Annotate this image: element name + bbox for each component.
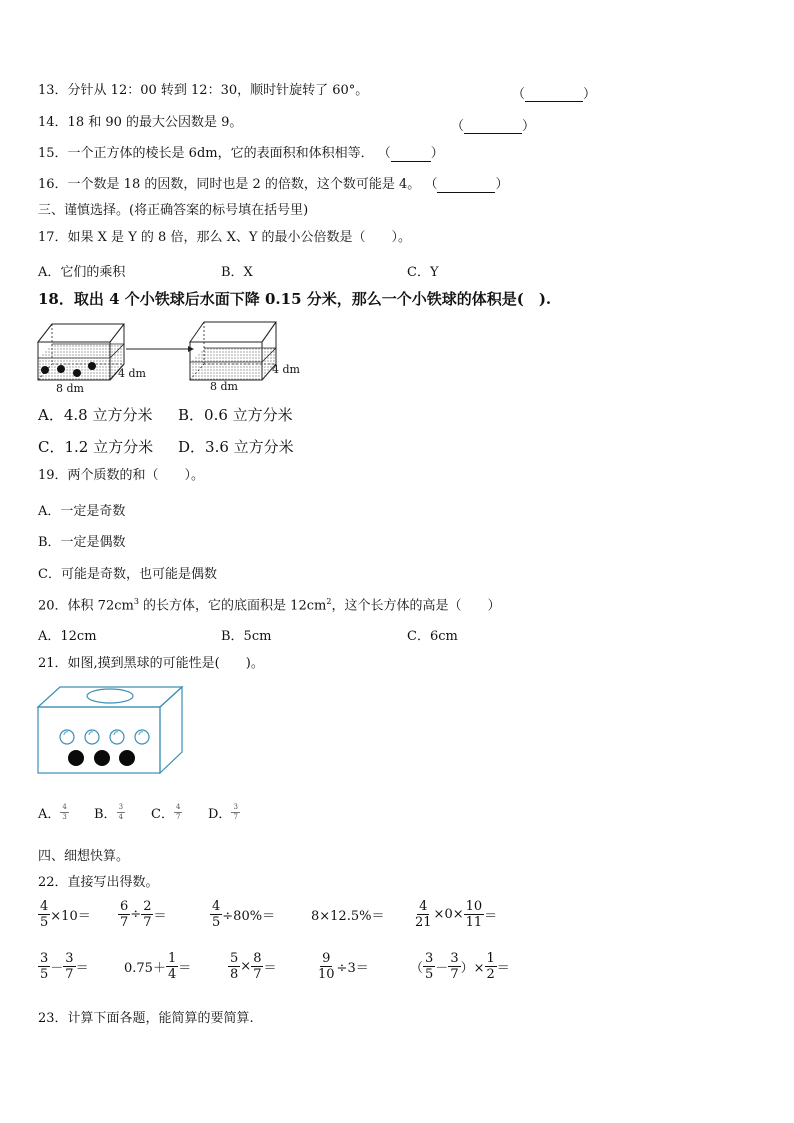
question-13-text: 13．分针从 12：00 转到 12：30，顺时针旋转了 60°。	[38, 83, 369, 98]
answer-blank-16[interactable]: （ ）	[424, 177, 509, 192]
question-17: 17．如果 X 是 Y 的 8 倍，那么 X、Y 的最小公倍数是（ ）。	[38, 230, 412, 245]
question-14-text: 14．18 和 90 的最大公因数是 9。	[38, 115, 243, 130]
option-18-a[interactable]: A．4.8 立方分米	[38, 406, 153, 424]
option-19-c[interactable]: C．可能是奇数，也可能是偶数	[38, 567, 217, 582]
option-18-c[interactable]: C．1.2 立方分米	[38, 438, 154, 456]
expression-6: $\frac{3}{5}$ － $\frac{3}{7}$ ＝	[40, 951, 89, 982]
expression-7: 0.75＋ $\frac{1}{4}$ ＝	[124, 951, 192, 982]
section-4-title: 四、细想快算。	[38, 849, 130, 864]
iron-ball-icon	[73, 369, 81, 377]
option-21-d[interactable]: D． $\frac{3}{7}$	[208, 803, 238, 822]
option-21-c[interactable]: C． $\frac{4}{7}$	[151, 803, 181, 822]
expression-5: $\frac{4}{21}$ ×0× $\frac{10}{11}$ ＝	[415, 899, 498, 930]
question-20: 20．体积 $72cm^3$ 的长方体，它的底面积是 $12cm^2$，这个长方体的高是（ ）	[38, 597, 501, 614]
section-3-title: 三、谨慎选择。(将正确答案的标号填在括号里)	[38, 203, 309, 218]
option-21-b[interactable]: B． $\frac{3}{4}$	[94, 803, 124, 822]
fraction: $\frac{4}{7}$	[175, 803, 181, 821]
option-17-b[interactable]: B．X	[221, 265, 253, 280]
option-19-a[interactable]: A．一定是奇数	[38, 504, 126, 519]
expression-8: $\frac{5}{8}$ × $\frac{8}{7}$ ＝	[230, 951, 277, 982]
question-16-text: 16．一个数是 18 的因数，同时也是 2 的倍数，这个数可能是 4。	[38, 177, 421, 192]
option-21-a[interactable]: A． $\frac{4}{3}$	[38, 803, 67, 822]
black-ball-icon	[119, 750, 135, 766]
iron-ball-icon	[88, 362, 96, 370]
expression-3: $\frac{4}{5}$ ÷80%＝	[212, 899, 276, 930]
option-18-b[interactable]: B．0.6 立方分米	[178, 406, 293, 424]
expression-9: $\frac{9}{10}$ ÷3＝	[318, 951, 369, 982]
tank1-height-label: 4 dm	[118, 367, 146, 380]
arrow-right-icon	[126, 346, 194, 352]
tank2-width-label: 8 dm	[210, 380, 238, 393]
tank1-width-label: 8 dm	[56, 382, 84, 395]
black-ball-icon	[68, 750, 84, 766]
answer-blank-13[interactable]: （ ）	[512, 87, 597, 102]
black-ball-icon	[94, 750, 110, 766]
option-19-b[interactable]: B．一定是偶数	[38, 535, 126, 550]
question-18: 18．取出 4 个小铁球后水面下降 0.15 分米，那么一个小铁球的体积是( ).	[38, 290, 552, 308]
expression-10: （ $\frac{3}{5}$ － $\frac{3}{7}$ ）× $\frac{1}{2}$ ＝	[410, 951, 510, 982]
expression-4: 8×12.5%＝	[311, 909, 385, 924]
fraction: $\frac{4}{3}$	[62, 803, 67, 821]
answer-blank-15[interactable]: （ ）	[377, 146, 444, 161]
iron-ball-icon	[41, 366, 49, 374]
option-20-c[interactable]: C．6cm	[407, 629, 458, 644]
option-20-a[interactable]: A．12cm	[38, 629, 97, 644]
fraction: $\frac{3}{4}$	[118, 803, 124, 821]
question-23: 23．计算下面各题，能简算的要简算.	[38, 1011, 254, 1026]
tank2-height-label: 4 dm	[272, 363, 300, 376]
question-21: 21．如图,摸到黑球的可能性是( )。	[38, 656, 264, 671]
option-17-c[interactable]: C．Y	[407, 265, 439, 280]
tank-before-icon	[38, 324, 124, 380]
iron-ball-icon	[57, 365, 65, 373]
option-17-a[interactable]: A．它们的乘积	[38, 265, 126, 280]
question-19: 19．两个质数的和（ ）。	[38, 468, 205, 483]
ball-box-icon	[38, 687, 182, 773]
option-20-b[interactable]: B．5cm	[221, 629, 272, 644]
fraction: $\frac{3}{7}$	[233, 803, 238, 821]
answer-blank-14[interactable]: （ ）	[451, 119, 536, 134]
expression-2: $\frac{6}{7}$ ÷ $\frac{2}{7}$ ＝	[120, 899, 167, 930]
expression-1: $\frac{4}{5}$ ×10＝	[40, 899, 91, 930]
option-18-d[interactable]: D．3.6 立方分米	[178, 438, 294, 456]
question-22: 22．直接写出得数。	[38, 875, 159, 890]
tank-after-icon	[190, 322, 276, 380]
question-15-text: 15．一个正方体的棱长是 6dm，它的表面积和体积相等．	[38, 146, 374, 161]
